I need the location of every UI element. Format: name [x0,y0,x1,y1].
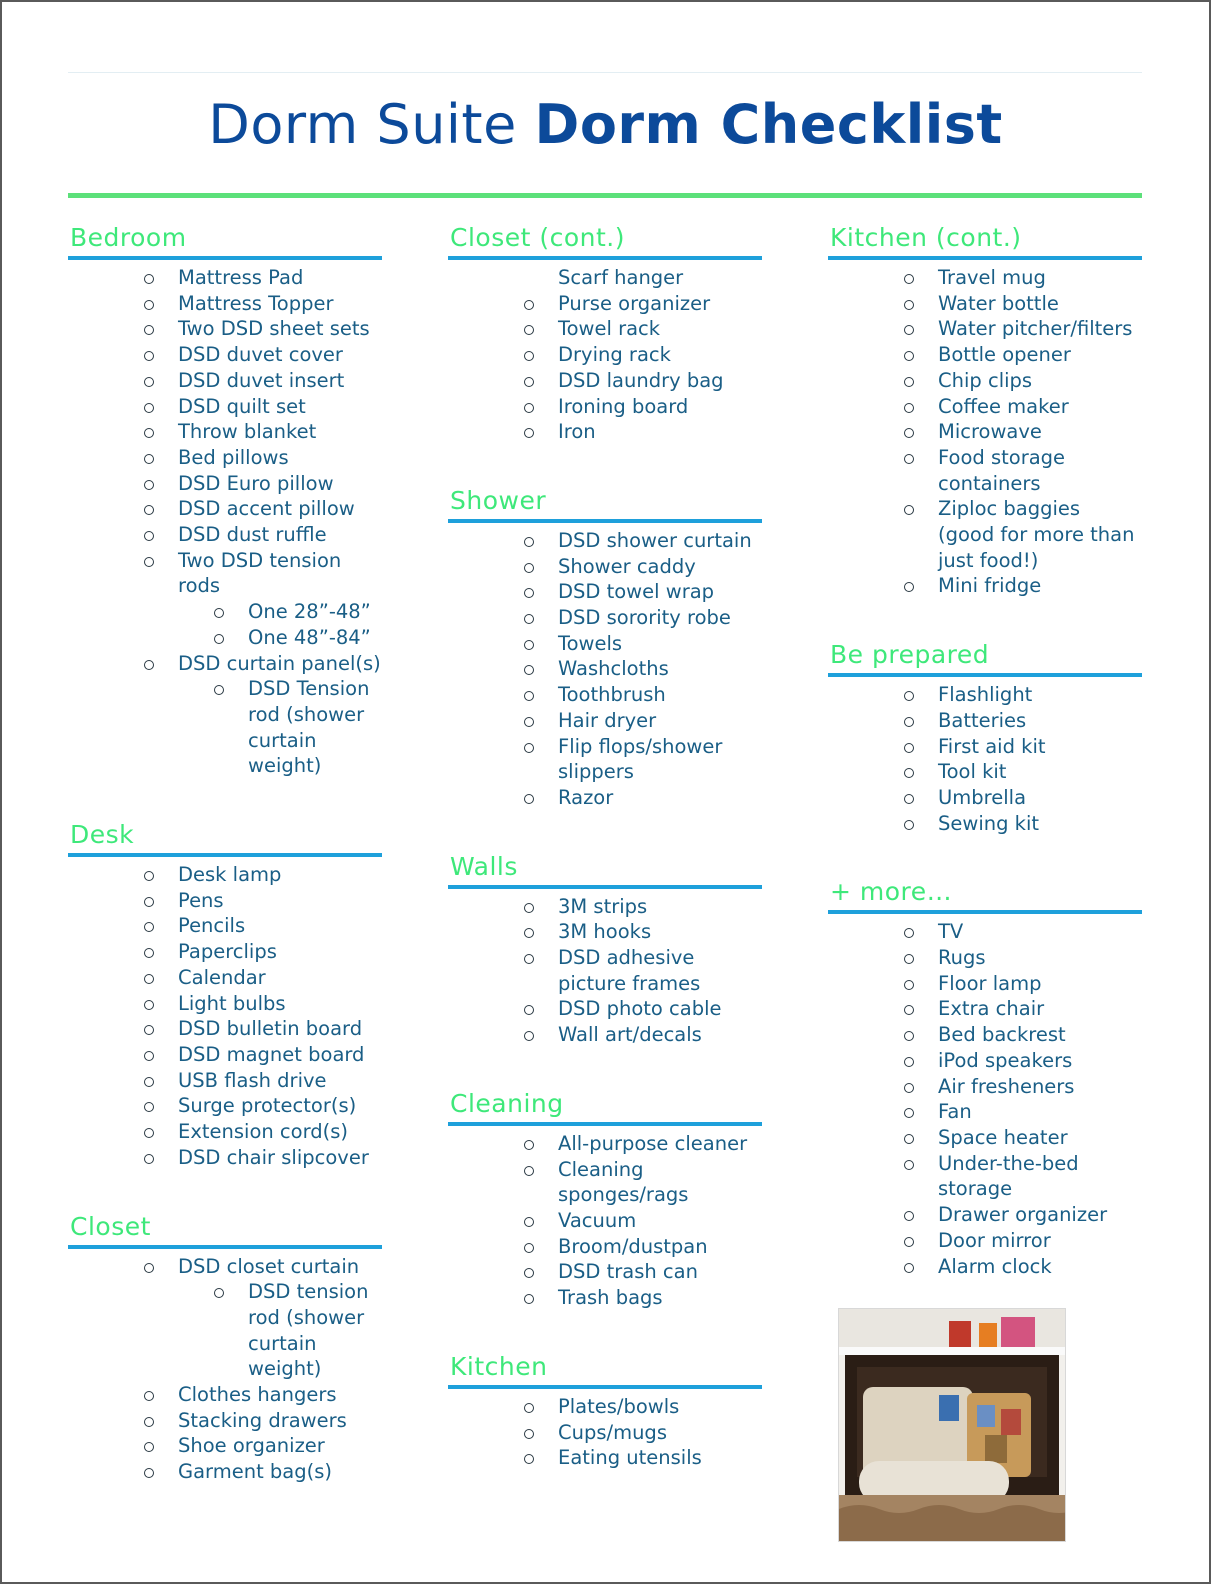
checklist-item: Under-the-bed storage [828,1151,1142,1202]
checklist [68,265,382,779]
section-divider [448,519,762,523]
checklist-item: Washcloths [448,656,762,682]
checklist [448,265,762,445]
section-shower [448,483,762,811]
section-kitchen-cont [828,220,1142,599]
checklist-item: Mattress Topper [68,291,382,317]
checklist-item: Door mirror [828,1228,1142,1254]
checklist-item: Light bulbs [68,991,382,1017]
checklist-item: Trash bags [448,1285,762,1311]
bed-pillows-image [839,1309,1065,1541]
checklist-item: One 28”-48” [68,599,382,625]
section-divider [448,885,762,889]
checklist-item: Drawer organizer [828,1202,1142,1228]
checklist-item: Space heater [828,1125,1142,1151]
checklist-item: Wall art/decals [448,1022,762,1048]
checklist-item: Extra chair [828,996,1142,1022]
checklist-item: Bed pillows [68,445,382,471]
checklist [448,1131,762,1311]
section-more [828,874,1142,1279]
checklist-item: Vacuum [448,1208,762,1234]
checklist-item: DSD bulletin board [68,1016,382,1042]
checklist-item: Mini fridge [828,573,1142,599]
checklist [448,1394,762,1471]
checklist-item: Bottle opener [828,342,1142,368]
checklist-item: Cleaning sponges/rags [448,1157,762,1208]
section-heading: Closet (cont.) [450,223,625,252]
checklist-item: Towels [448,631,762,657]
section-heading: Bedroom [70,223,187,252]
checklist-item: Throw blanket [68,419,382,445]
checklist-item: First aid kit [828,734,1142,760]
checklist-item: Pens [68,888,382,914]
section-be-prepared [828,637,1142,836]
checklist-item: Ziploc baggies (good for more than just food!) [828,496,1142,573]
title-main: Dorm Checklist [534,93,1003,156]
checklist-item: iPod speakers [828,1048,1142,1074]
checklist-item: DSD shower curtain [448,528,762,554]
checklist-item: Fan [828,1099,1142,1125]
checklist-item: DSD tension rod (shower curtain weight) [68,1279,382,1382]
checklist-item: Water pitcher/filters [828,316,1142,342]
checklist-item: DSD photo cable [448,996,762,1022]
checklist [448,528,762,811]
checklist-item: DSD dust ruffle [68,522,382,548]
section-divider [68,853,382,857]
checklist-item: DSD quilt set [68,394,382,420]
section-divider [448,256,762,260]
checklist [68,862,382,1170]
checklist-item: Travel mug [828,265,1142,291]
column-1 [68,220,382,1523]
section-heading: Cleaning [450,1088,564,1118]
section-bedroom [68,220,382,779]
checklist-item: DSD Tension rod (shower curtain weight) [68,676,382,779]
checklist [828,919,1142,1279]
column-3 [828,220,1142,1317]
checklist-item: Sewing kit [828,811,1142,837]
section-divider [68,1245,382,1249]
section-divider [448,1122,762,1126]
section-cleaning [448,1086,762,1311]
checklist-item: Bed backrest [828,1022,1142,1048]
checklist-item: Air fresheners [828,1074,1142,1100]
section-heading: Shower [450,485,547,515]
checklist-item: Extension cord(s) [68,1119,382,1145]
section-divider [828,673,1142,677]
section-kitchen [448,1349,762,1471]
checklist-item: Water bottle [828,291,1142,317]
section-heading: Closet [70,1211,151,1241]
checklist-item: Desk lamp [68,862,382,888]
section-divider [68,256,382,260]
checklist-item: Drying rack [448,342,762,368]
section-divider [448,1385,762,1389]
checklist-item: Tool kit [828,759,1142,785]
checklist-item: DSD chair slipcover [68,1145,382,1171]
checklist-item: Pencils [68,913,382,939]
checklist-item: Scarf hanger [558,266,684,289]
checklist-item: Mattress Pad [68,265,382,291]
title-brand: Dorm Suite [208,93,517,156]
checklist-item: DSD sorority robe [448,605,762,631]
checklist-item: USB flash drive [68,1068,382,1094]
checklist-item: Shower caddy [448,554,762,580]
page-title [0,86,1211,164]
section-closet-cont [448,220,762,445]
checklist [828,265,1142,599]
checklist-item: Umbrella [828,785,1142,811]
checklist-item: Hair dryer [448,708,762,734]
checklist-item: Razor [448,785,762,811]
checklist [68,1254,382,1485]
top-divider [68,72,1142,73]
checklist-item: Iron [448,419,762,445]
checklist-item: Towel rack [448,316,762,342]
checklist-item: Ironing board [448,394,762,420]
checklist-item: Garment bag(s) [68,1459,382,1485]
checklist-item: Toothbrush [448,682,762,708]
column-2 [448,220,762,1509]
checklist-item: Eating utensils [448,1445,762,1471]
checklist-item: Two DSD sheet sets [68,316,382,342]
checklist-item: DSD duvet cover [68,342,382,368]
checklist-item: DSD accent pillow [68,496,382,522]
checklist-item: Flip flops/shower slippers [448,734,762,785]
checklist-item: DSD closet curtain [68,1254,382,1280]
checklist-item: DSD curtain panel(s) [68,651,382,677]
section-heading: + more… [830,877,953,907]
checklist-item: Floor lamp [828,971,1142,997]
section-heading: Be prepared [830,640,990,670]
section-closet [68,1209,382,1485]
checklist-item: Food storage containers [828,445,1142,496]
checklist-item: Stacking drawers [68,1408,382,1434]
checklist-item: DSD Euro pillow [68,471,382,497]
section-heading: Desk [70,820,135,850]
checklist-item: One 48”-84” [68,625,382,651]
checklist-item: Coffee maker [828,394,1142,420]
checklist-item: DSD towel wrap [448,579,762,605]
checklist-item: Microwave [828,419,1142,445]
checklist-item: Surge protector(s) [68,1093,382,1119]
checklist-item: Flashlight [828,682,1142,708]
checklist-item: Two DSD tension rods [68,548,382,599]
checklist [828,682,1142,836]
checklist-item: Shoe organizer [68,1433,382,1459]
title-underline [68,193,1142,198]
checklist-item: DSD adhesive picture frames [448,945,762,996]
section-divider [828,256,1142,260]
dorm-bed-photo [838,1308,1066,1542]
checklist-item: Purse organizer [448,291,762,317]
checklist-item: DSD trash can [448,1259,762,1285]
section-heading: Walls [450,851,518,881]
section-heading: Kitchen (cont.) [830,223,1022,252]
checklist-item: Clothes hangers [68,1382,382,1408]
section-heading: Kitchen [450,1351,548,1381]
checklist-item: Alarm clock [828,1254,1142,1280]
checklist-item: DSD magnet board [68,1042,382,1068]
checklist-item: DSD laundry bag [448,368,762,394]
checklist [448,894,762,1048]
checklist-item: TV [828,919,1142,945]
checklist-item: All-purpose cleaner [448,1131,762,1157]
checklist-item: Batteries [828,708,1142,734]
checklist-item: Chip clips [828,368,1142,394]
section-walls [448,849,762,1048]
checklist-item: Rugs [828,945,1142,971]
checklist-item: 3M hooks [448,919,762,945]
checklist-item: 3M strips [448,894,762,920]
checklist-item: Broom/dustpan [448,1234,762,1260]
checklist-item: Paperclips [68,939,382,965]
section-desk [68,817,382,1170]
checklist-item: DSD duvet insert [68,368,382,394]
checklist-item: Plates/bowls [448,1394,762,1420]
section-divider [828,910,1142,914]
checklist-item: Calendar [68,965,382,991]
checklist-item: Cups/mugs [448,1420,762,1446]
